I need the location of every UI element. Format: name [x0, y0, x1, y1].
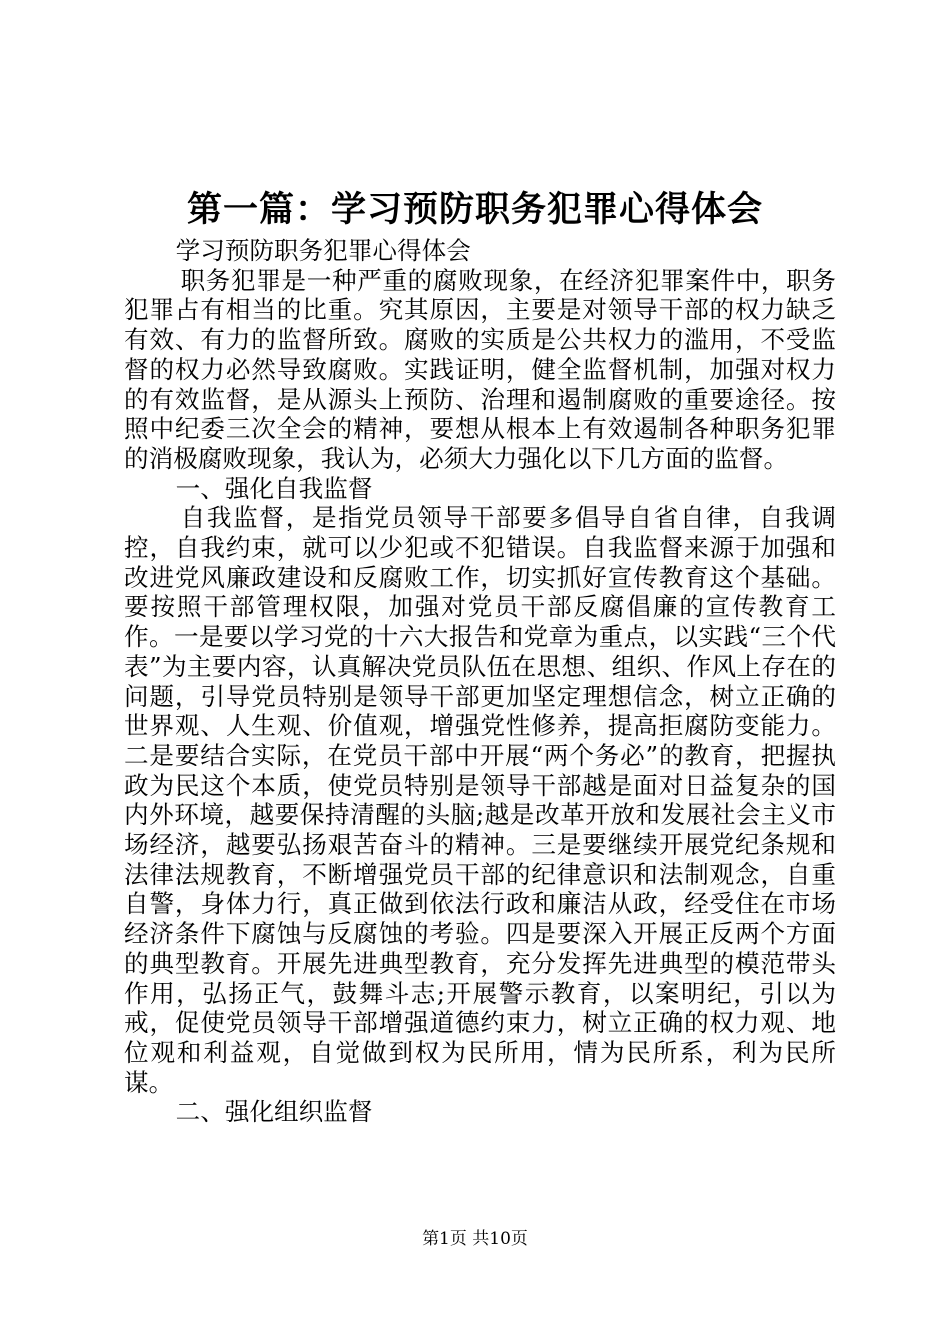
section-heading-1: 一、强化自我监督: [175, 473, 373, 503]
document-body: [124, 236, 836, 1127]
paragraph-intro: 职务犯罪是一种严重的腐败现象，在经济犯罪案件中，职务犯罪占有相当的比重。究其原因，主要是对领导干部的权力缺乏有效、有力的监督所致。腐败的实质是公共权力的滥用，不受监督的权力必然导致腐败。实践证明，健全监督机制，加强对权力的有效监督，是从源头上预防、治理和遏制腐败的重要途径。按照中纪委三次全会的精神，要想从根本上有效遏制各种职务犯罪的消极腐败现象，我认为，必须大力强化以下几方面的监督。: [124, 265, 836, 473]
document-subtitle: 学习预防职务犯罪心得体会: [175, 236, 471, 265]
document-title: 第一篇：学习预防职务犯罪心得体会: [186, 189, 763, 230]
paragraph-self-supervision: 自我监督，是指党员领导干部要多倡导自省自律，自我调控，自我约束，就可以少犯或不犯错误。自我监督来源于加强和改进党风廉政建设和反腐败工作，切实抓好宣传教育这个基础。要按照干部管理权限，加强对党员干部反腐倡廉的宣传教育工作。一是要以学习党的十六大报告和党章为重点，以实践“三个代表”为主要内容，认真解决党员队伍在思想、组织、作风上存在的问题，引导党员特别是领导干部更加坚定理想信念，树立正确的世界观、人生观、价值观，增强党性修养，提高拒腐防变能力。二是要结合实际，在党员干部中开展“两个务必”的教育，把握执政为民这个本质，使党员特别是领导干部越是面对日益复杂的国内外环境，越要保持清醒的头脑;越是改革开放和发展社会主义市场经济，越要弘扬艰苦奋斗的精神。三是要继续开展党纪条规和法律法规教育，不断增强党员干部的纪律意识和法制观念，自重自警，身体力行，真正做到依法行政和廉洁从政，经受住在市场经济条件下腐蚀与反腐蚀的考验。四是要深入开展正反两个方面的典型教育。开展先进典型教育，充分发挥先进典型的模范带头作用，弘扬正气，鼓舞斗志;开展警示教育，以案明纪，引以为戒，促使党员领导干部增强道德约束力，树立正确的权力观、地位观和利益观，自觉做到权为民所用，情为民所系，利为民所谋。: [124, 503, 836, 1097]
page-footer: 第1页 共10页: [422, 1229, 528, 1249]
section-heading-2: 二、强化组织监督: [175, 1097, 373, 1127]
